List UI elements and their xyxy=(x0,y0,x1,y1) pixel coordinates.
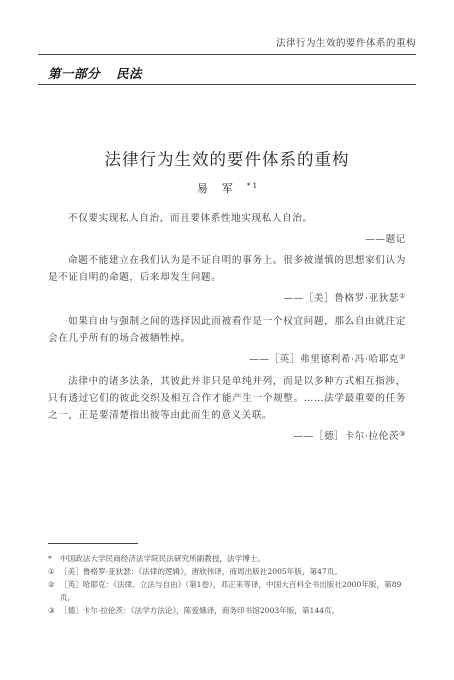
epigraph-text: 如果自由与强制之间的选择因此而被看作是一个权宜问题，那么自由就注定会在几乎所有的场合被牺牲掉。 xyxy=(48,316,406,344)
running-header-title: 法律行为生效的要件体系的重构 xyxy=(275,38,416,49)
epigraph-attribution: ——［德］卡尔·拉伦茨③ xyxy=(293,430,406,442)
epigraph-text: 不仅要实现私人自治，而且要体系性地实现私人自治。 xyxy=(68,213,313,224)
footnotes xyxy=(48,552,414,617)
epigraph-text: 命题不能建立在我们认为是不证自明的事务上。很多被谨慎的思想家们认为是不证自明的命题，后来却发生问题。 xyxy=(48,255,406,283)
epigraph-attribution: ——题记 xyxy=(365,234,406,245)
epigraph-4 xyxy=(48,373,406,445)
part-heading xyxy=(48,64,142,82)
article-title: 法律行为生效的要件体系的重构 xyxy=(104,150,350,169)
part-rule xyxy=(38,84,416,85)
part-name: 民法 xyxy=(116,66,143,81)
epigraph-2 xyxy=(48,252,406,307)
footnote-item: ② ［英］哈耶克：《法律、立法与自由》（第1卷），邓正来等译，中国大百科全书出版社2000年版，第89页。 xyxy=(48,580,402,602)
epigraph-3 xyxy=(48,313,406,368)
epigraph-text: 法律中的诸多法条，其彼此并非只是单纯并列，而是以多种方式相互指涉，只有透过它们的彼此交织及相互合作才能产生一个规整。……法学最重要的任务之一，正是要清楚指出彼等由此而生的意义关联。 xyxy=(48,376,406,421)
epigraph-attribution: ——［美］鲁格罗·亚狄瑟① xyxy=(283,292,406,304)
author-name: 易军 xyxy=(196,182,247,195)
footnote-item: * 中国政法大学民商经济法学院民法研究所副教授，法学博士。 xyxy=(48,554,266,563)
footnote-item: ③ ［德］卡尔·拉伦茨：《法学方法论》，陈爱娥译，商务印书馆2003年版，第144页。 xyxy=(48,606,340,615)
footnote-item: ① ［美］鲁格罗·亚狄瑟：《法律的逻辑》，唐欣伟译，商周出版社2005年版，第47页。 xyxy=(48,567,342,576)
part-number: 第一部分 xyxy=(48,66,101,81)
author-footnote-mark: * 1 xyxy=(246,182,258,190)
epigraph-1 xyxy=(48,210,406,248)
header-rule xyxy=(38,54,416,55)
article-author xyxy=(0,180,454,196)
footnote-rule xyxy=(48,543,138,544)
epigraph-attribution: ——［英］弗里德利希·冯·哈耶克② xyxy=(249,353,406,365)
